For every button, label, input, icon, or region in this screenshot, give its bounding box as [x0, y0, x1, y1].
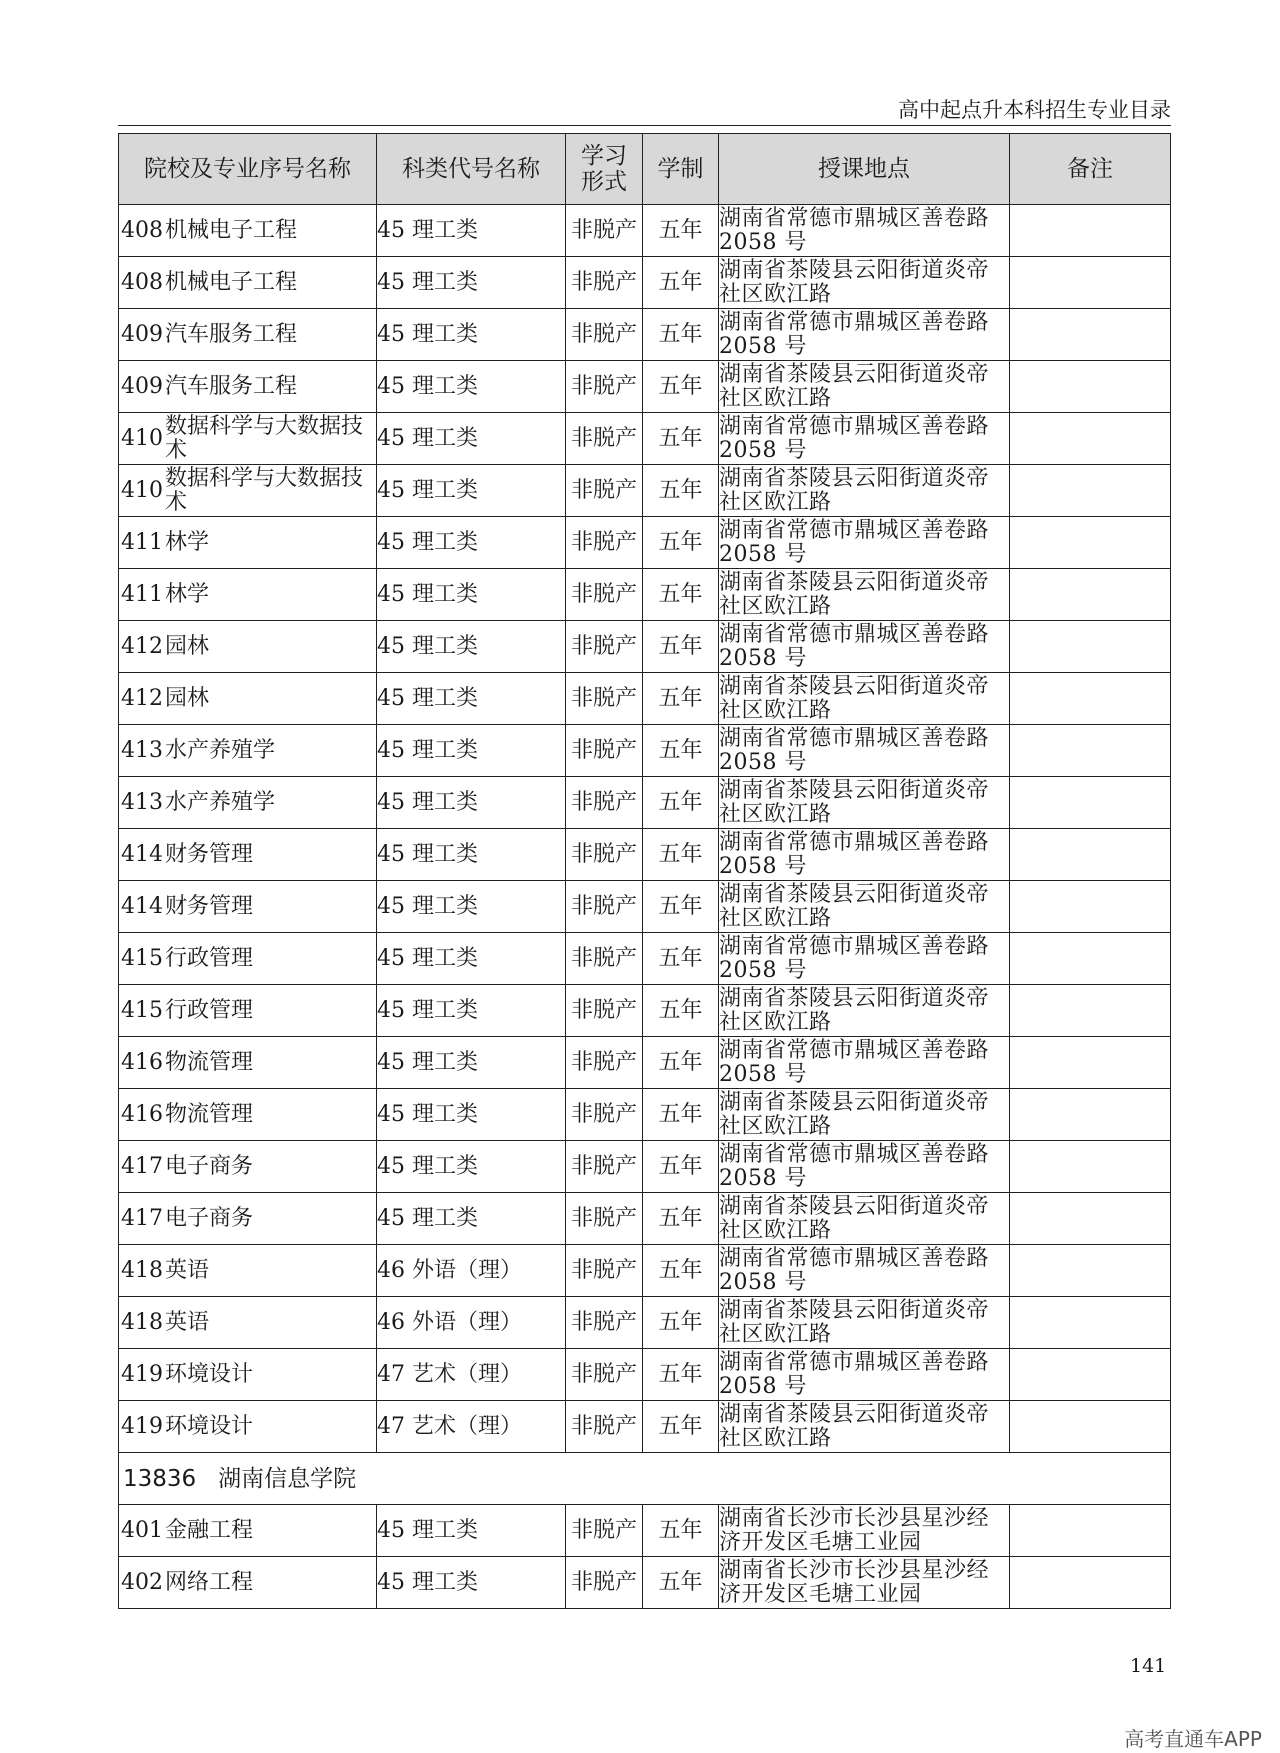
study-form-cell: 非脱产 — [566, 465, 643, 517]
table-row — [119, 621, 1171, 673]
major-cell — [119, 517, 377, 569]
col-header-category: 科类代号名称 — [377, 134, 566, 205]
study-form-cell: 非脱产 — [566, 1401, 643, 1453]
major-cell — [119, 1401, 377, 1453]
major-cell-content — [119, 467, 376, 515]
duration-cell: 五年 — [643, 933, 719, 985]
duration-cell: 五年 — [643, 1245, 719, 1297]
major-number: 410 — [121, 477, 163, 503]
location-cell: 湖南省常德市鼎城区善卷路2058 号 — [719, 621, 1010, 673]
category-cell: 45 理工类 — [377, 205, 566, 257]
major-cell — [119, 465, 377, 517]
major-cell-content — [119, 1415, 376, 1439]
table-row — [119, 1297, 1171, 1349]
remarks-cell — [1010, 777, 1171, 829]
category-cell: 45 理工类 — [377, 881, 566, 933]
duration-cell: 五年 — [643, 1297, 719, 1349]
major-cell — [119, 1349, 377, 1401]
major-name: 英语 — [165, 1257, 210, 1283]
study-form-cell: 非脱产 — [566, 829, 643, 881]
duration-cell: 五年 — [643, 777, 719, 829]
table-row — [119, 985, 1171, 1037]
major-cell — [119, 881, 377, 933]
remarks-cell — [1010, 1245, 1171, 1297]
category-cell: 46 外语（理） — [377, 1245, 566, 1297]
major-cell-content — [119, 791, 376, 815]
table-row — [119, 881, 1171, 933]
major-number: 402 — [121, 1569, 163, 1595]
table-row — [119, 725, 1171, 777]
category-cell: 45 理工类 — [377, 933, 566, 985]
col-header-major: 院校及专业序号名称 — [119, 134, 377, 205]
category-cell: 45 理工类 — [377, 361, 566, 413]
major-name: 物流管理 — [165, 1049, 254, 1075]
major-name: 园林 — [165, 685, 210, 711]
major-cell-content — [119, 1155, 376, 1179]
duration-cell: 五年 — [643, 257, 719, 309]
table-row — [119, 1349, 1171, 1401]
study-form-cell: 非脱产 — [566, 673, 643, 725]
duration-cell: 五年 — [643, 1557, 719, 1609]
major-number: 417 — [121, 1205, 163, 1231]
duration-cell: 五年 — [643, 1037, 719, 1089]
major-number: 416 — [121, 1049, 163, 1075]
location-cell: 湖南省常德市鼎城区善卷路2058 号 — [719, 829, 1010, 881]
major-number: 419 — [121, 1413, 163, 1439]
col-header-duration: 学制 — [643, 134, 719, 205]
table-row — [119, 1141, 1171, 1193]
duration-cell: 五年 — [643, 725, 719, 777]
major-name: 数据科学与大数据技术 — [165, 413, 364, 463]
remarks-cell — [1010, 309, 1171, 361]
major-cell-content — [119, 635, 376, 659]
remarks-cell — [1010, 1193, 1171, 1245]
major-cell — [119, 569, 377, 621]
location-cell: 湖南省茶陵县云阳街道炎帝社区欧江路 — [719, 1193, 1010, 1245]
location-cell: 湖南省常德市鼎城区善卷路2058 号 — [719, 933, 1010, 985]
major-cell — [119, 1557, 377, 1609]
major-cell-content — [119, 375, 376, 399]
major-name: 网络工程 — [165, 1569, 254, 1595]
table-row — [119, 1193, 1171, 1245]
major-cell-content — [119, 1571, 376, 1595]
table-row — [119, 465, 1171, 517]
major-name: 汽车服务工程 — [165, 373, 298, 399]
major-number: 416 — [121, 1101, 163, 1127]
major-name: 财务管理 — [165, 893, 254, 919]
duration-cell: 五年 — [643, 1089, 719, 1141]
major-name: 物流管理 — [165, 1101, 254, 1127]
duration-cell: 五年 — [643, 881, 719, 933]
table-row — [119, 1037, 1171, 1089]
category-cell: 45 理工类 — [377, 621, 566, 673]
col-header-remarks: 备注 — [1010, 134, 1171, 205]
major-number: 418 — [121, 1309, 163, 1335]
study-form-cell: 非脱产 — [566, 413, 643, 465]
major-number: 418 — [121, 1257, 163, 1283]
duration-cell: 五年 — [643, 1193, 719, 1245]
study-form-cell: 非脱产 — [566, 361, 643, 413]
duration-cell: 五年 — [643, 1141, 719, 1193]
major-name: 电子商务 — [165, 1205, 254, 1231]
major-cell — [119, 1297, 377, 1349]
study-form-cell: 非脱产 — [566, 309, 643, 361]
table-row — [119, 1245, 1171, 1297]
study-form-cell: 非脱产 — [566, 985, 643, 1037]
table-row — [119, 1089, 1171, 1141]
duration-cell: 五年 — [643, 1401, 719, 1453]
major-cell — [119, 1193, 377, 1245]
remarks-cell — [1010, 985, 1171, 1037]
category-cell: 45 理工类 — [377, 569, 566, 621]
location-cell: 湖南省茶陵县云阳街道炎帝社区欧江路 — [719, 361, 1010, 413]
major-number: 409 — [121, 373, 163, 399]
duration-cell: 五年 — [643, 1505, 719, 1557]
study-form-cell: 非脱产 — [566, 1349, 643, 1401]
table-row — [119, 1401, 1171, 1453]
remarks-cell — [1010, 1505, 1171, 1557]
major-cell-content — [119, 1207, 376, 1231]
major-number: 413 — [121, 789, 163, 815]
table-row — [119, 829, 1171, 881]
table-row — [119, 517, 1171, 569]
category-cell: 47 艺术（理） — [377, 1349, 566, 1401]
remarks-cell — [1010, 881, 1171, 933]
location-cell: 湖南省茶陵县云阳街道炎帝社区欧江路 — [719, 673, 1010, 725]
duration-cell: 五年 — [643, 465, 719, 517]
major-cell — [119, 673, 377, 725]
study-form-cell: 非脱产 — [566, 517, 643, 569]
category-cell: 45 理工类 — [377, 777, 566, 829]
major-number: 412 — [121, 685, 163, 711]
col-header-location: 授课地点 — [719, 134, 1010, 205]
major-name: 财务管理 — [165, 841, 254, 867]
major-cell — [119, 933, 377, 985]
table-row — [119, 205, 1171, 257]
major-name: 水产养殖学 — [165, 789, 276, 815]
major-number: 412 — [121, 633, 163, 659]
location-cell: 湖南省常德市鼎城区善卷路2058 号 — [719, 205, 1010, 257]
watermark: 高考直通车APP — [1124, 1727, 1262, 1751]
table-row — [119, 309, 1171, 361]
major-name: 园林 — [165, 633, 210, 659]
table-row — [119, 673, 1171, 725]
location-cell: 湖南省茶陵县云阳街道炎帝社区欧江路 — [719, 569, 1010, 621]
remarks-cell — [1010, 257, 1171, 309]
major-number: 415 — [121, 945, 163, 971]
major-cell — [119, 1141, 377, 1193]
duration-cell: 五年 — [643, 829, 719, 881]
location-cell: 湖南省常德市鼎城区善卷路2058 号 — [719, 1349, 1010, 1401]
location-cell: 湖南省常德市鼎城区善卷路2058 号 — [719, 1245, 1010, 1297]
section-cell — [119, 1453, 1171, 1505]
location-cell: 湖南省茶陵县云阳街道炎帝社区欧江路 — [719, 465, 1010, 517]
study-form-cell: 非脱产 — [566, 257, 643, 309]
category-cell: 45 理工类 — [377, 465, 566, 517]
duration-cell: 五年 — [643, 205, 719, 257]
major-cell-content — [119, 323, 376, 347]
remarks-cell — [1010, 673, 1171, 725]
location-cell: 湖南省常德市鼎城区善卷路2058 号 — [719, 413, 1010, 465]
location-cell: 湖南省茶陵县云阳街道炎帝社区欧江路 — [719, 257, 1010, 309]
major-cell — [119, 205, 377, 257]
major-name: 汽车服务工程 — [165, 321, 298, 347]
study-form-cell: 非脱产 — [566, 1193, 643, 1245]
study-form-cell: 非脱产 — [566, 1141, 643, 1193]
major-cell — [119, 1505, 377, 1557]
remarks-cell — [1010, 725, 1171, 777]
running-head: 高中起点升本科招生专业目录 — [898, 98, 1171, 122]
major-number: 411 — [121, 581, 163, 607]
major-name: 电子商务 — [165, 1153, 254, 1179]
category-cell: 45 理工类 — [377, 1141, 566, 1193]
duration-cell: 五年 — [643, 517, 719, 569]
table-row — [119, 933, 1171, 985]
major-cell — [119, 725, 377, 777]
institution-code: 13836 — [123, 1465, 197, 1492]
remarks-cell — [1010, 1349, 1171, 1401]
study-form-cell: 非脱产 — [566, 933, 643, 985]
remarks-cell — [1010, 1037, 1171, 1089]
col-header-study-form-text: 学习形式 — [581, 143, 627, 195]
major-cell — [119, 257, 377, 309]
study-form-cell: 非脱产 — [566, 621, 643, 673]
location-cell: 湖南省茶陵县云阳街道炎帝社区欧江路 — [719, 777, 1010, 829]
major-name: 林学 — [165, 529, 210, 555]
remarks-cell — [1010, 205, 1171, 257]
major-name: 林学 — [165, 581, 210, 607]
remarks-cell — [1010, 413, 1171, 465]
study-form-cell: 非脱产 — [566, 1505, 643, 1557]
category-cell: 45 理工类 — [377, 1505, 566, 1557]
category-cell: 45 理工类 — [377, 413, 566, 465]
major-number: 409 — [121, 321, 163, 347]
major-cell — [119, 1089, 377, 1141]
category-cell: 45 理工类 — [377, 673, 566, 725]
major-number: 414 — [121, 893, 163, 919]
location-cell: 湖南省长沙市长沙县星沙经济开发区毛塘工业园 — [719, 1557, 1010, 1609]
major-cell-content — [119, 1051, 376, 1075]
category-cell: 45 理工类 — [377, 1557, 566, 1609]
major-name: 机械电子工程 — [165, 269, 298, 295]
major-name: 金融工程 — [165, 1517, 254, 1543]
major-cell — [119, 1037, 377, 1089]
catalog-table — [118, 133, 1171, 1609]
major-name: 环境设计 — [165, 1413, 254, 1439]
study-form-cell: 非脱产 — [566, 1557, 643, 1609]
duration-cell: 五年 — [643, 569, 719, 621]
major-name: 英语 — [165, 1309, 210, 1335]
major-cell-content — [119, 531, 376, 555]
table-header-row — [119, 134, 1171, 205]
table-row — [119, 777, 1171, 829]
major-cell — [119, 829, 377, 881]
duration-cell: 五年 — [643, 361, 719, 413]
major-cell — [119, 309, 377, 361]
remarks-cell — [1010, 933, 1171, 985]
location-cell: 湖南省茶陵县云阳街道炎帝社区欧江路 — [719, 985, 1010, 1037]
major-cell — [119, 777, 377, 829]
remarks-cell — [1010, 569, 1171, 621]
major-cell-content — [119, 219, 376, 243]
remarks-cell — [1010, 829, 1171, 881]
major-cell — [119, 361, 377, 413]
major-cell — [119, 413, 377, 465]
category-cell: 45 理工类 — [377, 309, 566, 361]
category-cell: 45 理工类 — [377, 257, 566, 309]
category-cell: 45 理工类 — [377, 829, 566, 881]
major-cell — [119, 985, 377, 1037]
duration-cell: 五年 — [643, 1349, 719, 1401]
major-cell-content — [119, 271, 376, 295]
major-name: 机械电子工程 — [165, 217, 298, 243]
study-form-cell: 非脱产 — [566, 725, 643, 777]
duration-cell: 五年 — [643, 673, 719, 725]
location-cell: 湖南省常德市鼎城区善卷路2058 号 — [719, 725, 1010, 777]
location-cell: 湖南省茶陵县云阳街道炎帝社区欧江路 — [719, 1297, 1010, 1349]
major-number: 408 — [121, 269, 163, 295]
category-cell: 46 外语（理） — [377, 1297, 566, 1349]
duration-cell: 五年 — [643, 621, 719, 673]
major-cell-content — [119, 947, 376, 971]
location-cell: 湖南省茶陵县云阳街道炎帝社区欧江路 — [719, 1401, 1010, 1453]
table-row — [119, 413, 1171, 465]
major-number: 411 — [121, 529, 163, 555]
remarks-cell — [1010, 1141, 1171, 1193]
major-cell — [119, 621, 377, 673]
study-form-cell: 非脱产 — [566, 881, 643, 933]
remarks-cell — [1010, 465, 1171, 517]
major-cell-content — [119, 415, 376, 463]
major-number: 410 — [121, 425, 163, 451]
location-cell: 湖南省常德市鼎城区善卷路2058 号 — [719, 1037, 1010, 1089]
study-form-cell: 非脱产 — [566, 1245, 643, 1297]
remarks-cell — [1010, 1089, 1171, 1141]
major-cell-content — [119, 1103, 376, 1127]
major-name: 数据科学与大数据技术 — [165, 465, 364, 515]
table-row — [119, 1505, 1171, 1557]
major-number: 401 — [121, 1517, 163, 1543]
category-cell: 45 理工类 — [377, 1037, 566, 1089]
category-cell: 45 理工类 — [377, 725, 566, 777]
major-cell-content — [119, 687, 376, 711]
major-cell-content — [119, 1311, 376, 1335]
section-row — [119, 1453, 1171, 1505]
table-row — [119, 361, 1171, 413]
category-cell: 45 理工类 — [377, 1089, 566, 1141]
major-number: 413 — [121, 737, 163, 763]
page-number: 141 — [1130, 1655, 1167, 1677]
location-cell: 湖南省常德市鼎城区善卷路2058 号 — [719, 517, 1010, 569]
remarks-cell — [1010, 1557, 1171, 1609]
major-cell-content — [119, 583, 376, 607]
category-cell: 47 艺术（理） — [377, 1401, 566, 1453]
remarks-cell — [1010, 361, 1171, 413]
remarks-cell — [1010, 621, 1171, 673]
major-number: 408 — [121, 217, 163, 243]
major-number: 414 — [121, 841, 163, 867]
institution-name: 湖南信息学院 — [218, 1465, 357, 1492]
duration-cell: 五年 — [643, 413, 719, 465]
header-rule — [118, 125, 1171, 126]
category-cell: 45 理工类 — [377, 985, 566, 1037]
major-cell-content — [119, 1363, 376, 1387]
table-row — [119, 1557, 1171, 1609]
major-name: 行政管理 — [165, 997, 254, 1023]
major-cell-content — [119, 1519, 376, 1543]
remarks-cell — [1010, 1297, 1171, 1349]
major-name: 行政管理 — [165, 945, 254, 971]
location-cell: 湖南省茶陵县云阳街道炎帝社区欧江路 — [719, 881, 1010, 933]
category-cell: 45 理工类 — [377, 517, 566, 569]
table-row — [119, 257, 1171, 309]
study-form-cell: 非脱产 — [566, 1037, 643, 1089]
col-header-study-form — [566, 134, 643, 205]
major-number: 415 — [121, 997, 163, 1023]
study-form-cell: 非脱产 — [566, 205, 643, 257]
study-form-cell: 非脱产 — [566, 569, 643, 621]
study-form-cell: 非脱产 — [566, 1089, 643, 1141]
table-row — [119, 569, 1171, 621]
duration-cell: 五年 — [643, 985, 719, 1037]
category-cell: 45 理工类 — [377, 1193, 566, 1245]
location-cell: 湖南省常德市鼎城区善卷路2058 号 — [719, 309, 1010, 361]
study-form-cell: 非脱产 — [566, 1297, 643, 1349]
study-form-cell: 非脱产 — [566, 777, 643, 829]
major-number: 417 — [121, 1153, 163, 1179]
major-cell-content — [119, 739, 376, 763]
location-cell: 湖南省茶陵县云阳街道炎帝社区欧江路 — [719, 1089, 1010, 1141]
major-cell — [119, 1245, 377, 1297]
duration-cell: 五年 — [643, 309, 719, 361]
major-name: 水产养殖学 — [165, 737, 276, 763]
location-cell: 湖南省长沙市长沙县星沙经济开发区毛塘工业园 — [719, 1505, 1010, 1557]
major-cell-content — [119, 999, 376, 1023]
major-cell-content — [119, 895, 376, 919]
major-cell-content — [119, 1259, 376, 1283]
remarks-cell — [1010, 1401, 1171, 1453]
location-cell: 湖南省常德市鼎城区善卷路2058 号 — [719, 1141, 1010, 1193]
major-cell-content — [119, 843, 376, 867]
remarks-cell — [1010, 517, 1171, 569]
major-name: 环境设计 — [165, 1361, 254, 1387]
major-number: 419 — [121, 1361, 163, 1387]
